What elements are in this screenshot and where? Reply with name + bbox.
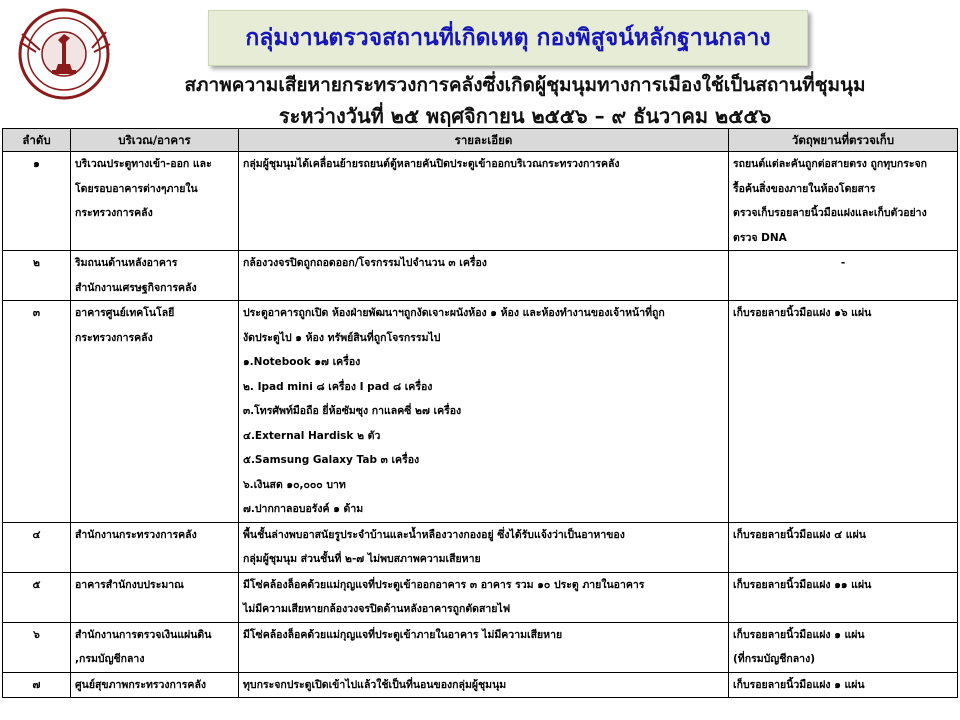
row-detail-line: กลุ่มผู้ชุมนุม ส่วนชั้นที่ ๒-๗ ไม่พบสภาพความเสียหาย bbox=[243, 553, 481, 565]
row-area-line: อาคารสำนักงบประมาณ bbox=[75, 578, 184, 591]
row-detail bbox=[239, 522, 729, 572]
col-header-evidence: วัตถุพยานที่ตรวจเก็บ bbox=[729, 129, 958, 152]
row-area-line: กระทรวงการคลัง bbox=[75, 207, 153, 219]
banner-title: กลุ่มงานตรวจสถานที่เกิดเหตุ กองพิสูจน์หลักฐานกลาง bbox=[245, 25, 771, 51]
row-detail-line: มีโซ่คล้องล็อคด้วยแม่กุญแจที่ประตูเข้าออกอาคาร ๓ อาคาร รวม ๑๐ ประตู ภายในอาคาร bbox=[243, 578, 645, 591]
row-area-line: สำนักงานกระทรวงการคลัง bbox=[75, 528, 197, 541]
row-area bbox=[71, 522, 239, 572]
row-area bbox=[71, 301, 239, 523]
row-detail-line: ๖.เงินสด ๑๐,๐๐๐ บาท bbox=[243, 478, 346, 491]
row-evidence bbox=[729, 522, 958, 572]
row-detail-line: งัดประตูไป ๑ ห้อง ทรัพย์สินที่ถูกโจรกรรมไป bbox=[243, 331, 441, 344]
row-area-line: กระทรวงการคลัง bbox=[75, 331, 153, 344]
row-detail bbox=[239, 152, 729, 251]
row-evidence bbox=[729, 572, 958, 622]
row-number: ๒ bbox=[3, 251, 71, 301]
row-evidence-line: (ที่กรมบัญชีกลาง) bbox=[733, 653, 815, 665]
row-detail-line: กลุ่มผู้ชุมนุมได้เคลื่อนย้ายรถยนต์ตู้หลายคันปิดประตูเข้าออกบริเวณกระทรวงการคลัง bbox=[243, 158, 620, 170]
row-detail bbox=[239, 622, 729, 672]
table-row bbox=[3, 152, 958, 251]
row-evidence-line: เก็บรอยลายนิ้วมือแฝง ๔ แผ่น bbox=[733, 528, 866, 541]
row-area-line: ริมถนนด้านหลังอาคาร bbox=[75, 257, 178, 269]
row-number: ๕ bbox=[3, 572, 71, 622]
row-detail-line: ประตูอาคารถูกเปิด ห้องฝ่ายพัฒนาฯถูกงัดเจาะผนังห้อง ๑ ห้อง และห้องทำงานของเจ้าหน้าที่ถูก bbox=[243, 307, 665, 319]
table-row bbox=[3, 672, 958, 698]
row-area bbox=[71, 572, 239, 622]
col-header-detail: รายละเอียด bbox=[239, 129, 729, 152]
row-area-line: สำนักงานการตรวจเงินแผ่นดิน bbox=[75, 628, 212, 641]
row-area-line: ,กรมบัญชีกลาง bbox=[75, 653, 145, 665]
row-evidence-line: เก็บรอยลายนิ้วมือแฝง ๑๑ แผ่น bbox=[733, 578, 872, 591]
row-number: ๔ bbox=[3, 522, 71, 572]
row-detail-line: ๗.ปากกาลอบอรังค์ ๑ ด้าม bbox=[243, 503, 364, 515]
row-detail-line: ๔.External Hardisk ๒ ตัว bbox=[243, 429, 381, 442]
row-detail-line: กล้องวงจรปิดถูกถอดออก/โจรกรรมไปจำนวน ๓ เครื่อง bbox=[243, 257, 487, 269]
table-row bbox=[3, 622, 958, 672]
row-evidence bbox=[729, 152, 958, 251]
row-evidence bbox=[729, 251, 958, 301]
row-detail-line: ๓.โทรศัพท์มือถือ ยี่ห้อซัมซุง กาแลคซี่ ๒๗ เครื่อง bbox=[243, 405, 462, 417]
row-detail bbox=[239, 251, 729, 301]
row-evidence-line: รื้อค้นสิ่งของภายในห้องโดยสาร bbox=[733, 182, 876, 195]
row-area-line: อาคารศูนย์เทคโนโลยี bbox=[75, 307, 175, 319]
row-evidence-line: เก็บรอยลายนิ้วมือแฝง ๑ แผ่น bbox=[733, 628, 865, 641]
row-detail-line: ทุบกระจกประตูเปิดเข้าไปแล้วใช้เป็นที่นอนของกลุ่มผู้ชุมนุม bbox=[243, 678, 507, 691]
subtitle-line-2: ระหว่างวันที่ ๒๕ พฤศจิกายน ๒๕๕๖ – ๙ ธันวาคม ๒๕๕๖ bbox=[278, 104, 772, 128]
row-detail-line: ๒. Ipad mini ๘ เครื่อง I pad ๘ เครื่อง bbox=[243, 380, 433, 393]
table-row bbox=[3, 572, 958, 622]
row-evidence-line: ตรวจเก็บรอยลายนิ้วมือแฝงและเก็บตัวอย่าง bbox=[733, 207, 927, 219]
row-evidence bbox=[729, 672, 958, 698]
row-number: ๓ bbox=[3, 301, 71, 523]
row-area-line: สำนักงานเศรษฐกิจการคลัง bbox=[75, 281, 197, 294]
row-area-line: บริเวณประตูทางเข้า-ออก และ bbox=[75, 158, 212, 170]
row-evidence-line: ตรวจ DNA bbox=[733, 231, 787, 244]
row-evidence-line: เก็บรอยลายนิ้วมือแฝง ๑ แผ่น bbox=[733, 678, 865, 691]
forensic-seal-icon bbox=[10, 4, 122, 104]
row-area bbox=[71, 251, 239, 301]
row-evidence-line: รถยนต์แต่ละคันถูกต่อสายตรง ถูกทุบกระจก bbox=[733, 158, 927, 170]
row-detail-line: พื้นชั้นล่างพบอาสนัยรูประจำบ้านและน้ำหลืองวางกองอยู่ ซึ่งได้รับแจ้งว่าเป็นอาหาของ bbox=[243, 528, 625, 541]
row-evidence bbox=[729, 301, 958, 523]
title-banner bbox=[208, 10, 808, 66]
row-detail-line: ๕.Samsung Galaxy Tab ๓ เครื่อง bbox=[243, 454, 420, 466]
row-detail bbox=[239, 301, 729, 523]
row-evidence-line: เก็บรอยลายนิ้วมือแฝง ๑๖ แผ่น bbox=[733, 307, 872, 319]
row-detail bbox=[239, 572, 729, 622]
row-detail bbox=[239, 672, 729, 698]
row-detail-line: ๑.Notebook ๑๗ เครื่อง bbox=[243, 356, 361, 368]
forensic-seal-logo bbox=[10, 4, 122, 104]
row-evidence bbox=[729, 622, 958, 672]
col-header-area: บริเวณ/อาคาร bbox=[71, 129, 239, 152]
row-evidence-line: - bbox=[840, 257, 846, 269]
row-detail-line: มีโซ่คล้องล็อคด้วยแม่กุญแจที่ประตูเข้าภายในอาคาร ไม่มีความเสียหาย bbox=[243, 628, 563, 641]
row-number: ๖ bbox=[3, 622, 71, 672]
row-number: ๗ bbox=[3, 672, 71, 698]
row-area-line: โดยรอบอาคารต่างๆภายใน bbox=[75, 182, 198, 195]
col-header-no: ลำดับ bbox=[3, 129, 71, 152]
row-area-line: ศูนย์สุขภาพกระทรวงการคลัง bbox=[75, 678, 207, 691]
row-area bbox=[71, 622, 239, 672]
row-area bbox=[71, 672, 239, 698]
table-row bbox=[3, 251, 958, 301]
damage-table bbox=[2, 128, 958, 698]
table-row bbox=[3, 522, 958, 572]
row-area bbox=[71, 152, 239, 251]
row-detail-line: ไม่มีความเสียหายกล้องวงจรปิดด้านหลังอาคารถูกตัดสายไฟ bbox=[243, 603, 511, 615]
row-number: ๑ bbox=[3, 152, 71, 251]
table-row bbox=[3, 301, 958, 523]
table-body bbox=[3, 152, 958, 698]
subtitle-line-1: สภาพความเสียหายกระทรวงการคลังซึ่งเกิดผู้ชุมนุมทางการเมืองใช้เป็นสถานที่ชุมนุม bbox=[184, 74, 866, 96]
table-header-row bbox=[3, 129, 958, 152]
